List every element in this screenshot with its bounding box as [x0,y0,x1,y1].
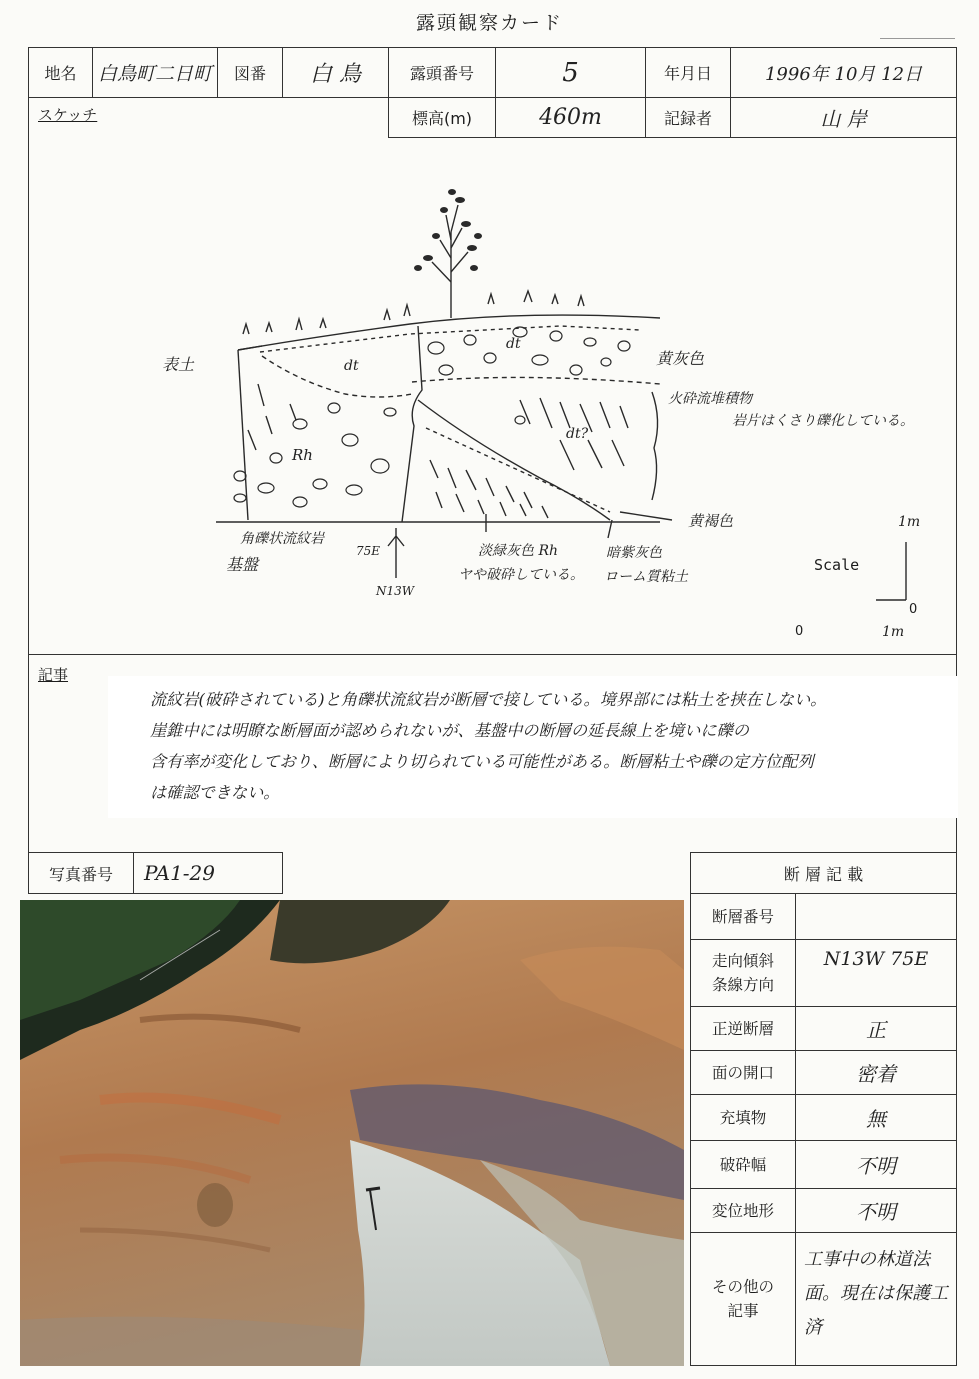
annotation-basement: 基盤 [226,555,259,574]
notes-line: は確認できない。 [150,783,280,802]
annotation-strike-dip: 75E [356,544,381,558]
annotation-dt2: dt [506,336,521,352]
fault-label-displacement: 変位地形 [690,1188,796,1233]
fault-value-filling: 無 [795,1094,957,1141]
sketch-label: スケッチ [38,106,98,124]
map-label: 図番 [217,47,283,98]
annotation-dark-purple-gray: 暗紫灰色 [606,545,662,561]
notes-label: 記事 [38,666,69,684]
annotation-yellow-brown: 黄褐色 [688,512,734,530]
scale-horizontal-label: 1m [882,624,905,640]
fault-label-number: 断層番号 [690,893,796,940]
scale-zero-horizontal: 0 [795,624,804,639]
scale-bar [876,542,906,600]
fault-value-type: 正 [795,1006,957,1051]
fault-line [402,326,422,522]
outcrop-photo [20,900,684,1366]
recorder-value: 山 岸 [730,97,957,138]
topsoil-line [260,326,640,352]
outcrop-photo-image [20,900,684,1366]
annotation-breccia-rhyolite: 角礫状流紋岩 [240,531,324,547]
dt-boundary-right [412,377,660,384]
fault-label-other: その他の 記事 [690,1232,796,1366]
fault-value-crush-width: 不明 [795,1140,957,1189]
fault-value-other: 工事中の林道法面。現在は保護工済 [795,1232,957,1366]
annotation-somewhat-crushed: ヤや破砕している。 [458,567,584,583]
photo-label: 写真番号 [28,852,134,894]
topsoil-arrow [238,346,262,350]
outcrop-no-value: 5 [495,47,646,98]
gravel-clasts [234,327,630,507]
place-value: 白鳥町二日町 [92,47,218,98]
fault-label-crush-width: 破砕幅 [690,1140,796,1189]
fault-label-aperture: 面の開口 [690,1050,796,1095]
annotation-light-gray-rh: 淡緑灰色 Rh [478,543,559,559]
annotation-topsoil: 表土 [162,355,195,374]
annotation-rock-weathered: 岩片はくさり礫化している。 [732,413,914,429]
strike-arrow [388,528,404,578]
card-title: 露頭観察カード [415,12,563,34]
elevation-value: 460m [495,97,646,138]
annotation-strike: N13W [376,584,415,598]
left-hatching [248,384,296,450]
scale-label: Scale [814,556,860,574]
annotation-loam-clay: ローム質粘土 [604,569,688,585]
rhyolite-hatching [430,460,548,518]
photo-number: PA1-29 [133,852,283,894]
fault-label-strike-dip: 走向傾斜 条線方向 [690,939,796,1007]
ground-surface [238,315,660,350]
right-bracket [652,392,658,500]
fault-value-displacement: 不明 [795,1188,957,1233]
tree-branches [432,205,468,282]
annotation-dt3: dt? [566,426,589,442]
notes-line: 崖錐中には明瞭な断層面が認められないが、基盤中の断層の延長線上を境いに礫の [150,721,749,740]
date-value: 1996年 10月 12日 [730,47,957,98]
scale-vertical-label: 1m [898,514,921,530]
notes-line: 含有率が変化しており、断層により切られている可能性がある。断層粘土や礫の定方位配列 [150,752,814,771]
elevation-label: 標高(m) [388,97,496,138]
annotation-yellow-gray: 黄灰色 [656,349,705,368]
recorder-label: 記録者 [645,97,731,138]
notes-text [150,684,950,808]
scale-zero-vertical: 0 [909,602,918,617]
fault-label-filling: 充填物 [690,1094,796,1141]
map-value: 白 鳥 [282,47,389,98]
fault-value-strike-dip: N13W 75E [795,939,957,1007]
tree-leaves [414,189,482,271]
place-label: 地名 [28,47,93,98]
annotation-dt1: dt [344,358,359,374]
dt-boundary-left [262,356,412,397]
fault-value-number [795,893,957,940]
annotation-rh: Rh [292,446,313,464]
fault-label-type: 正逆断層 [690,1006,796,1051]
yellow-brown-arrow [620,512,672,520]
annotation-pyroclastic: 火砕流堆積物 [668,391,752,407]
outcrop-no-label: 露頭番号 [388,47,496,98]
date-label: 年月日 [645,47,731,98]
fault-header: 断 層 記 載 [690,852,957,894]
notes-line: 流紋岩(破砕されている)と角礫状流紋岩が断層で接している。境界部には粘土を挟在しない。 [150,690,827,709]
fault-value-aperture: 密着 [795,1050,957,1095]
